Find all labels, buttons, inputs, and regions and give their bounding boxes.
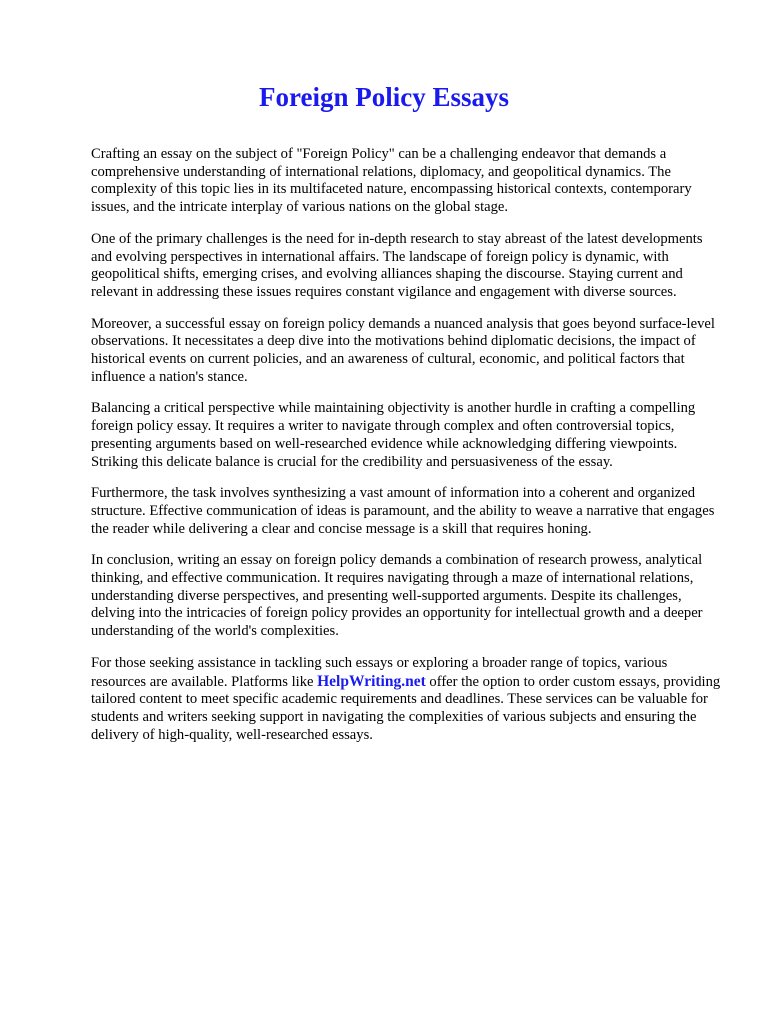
paragraph-analysis: Moreover, a successful essay on foreign policy demands a nuanced analysis that goes beyond surface-level observations. It necessitates a deep dive into the motivations behind diplomatic decisions, the impact of historical events on current policies, and an awareness of cultural, economic, and political factors that influence a nation's stance.	[91, 315, 715, 385]
resources-text-after-link: offer the option to order custom essays, providing tailored content to meet specific academic requirements and deadlines. These services can be valuable for students and writers seeking support in navigating the complexities of various subjects and ensuring the delivery of high-quality, well-researched essays.	[91, 673, 721, 743]
document-body	[91, 146, 721, 758]
paragraph-resources	[91, 655, 721, 745]
paragraph-research: One of the primary challenges is the need for in-depth research to stay abreast of the latest developments and evolving perspectives in international affairs. The landscape of foreign policy is dynamic, with geopolitical shifts, emerging crises, and evolving alliances shaping the discourse. Staying current and relevant in addressing these issues requires constant vigilance and engagement with diverse sources.	[91, 230, 703, 300]
document-title: Foreign Policy Essays	[258, 82, 509, 112]
paragraph-objectivity: Balancing a critical perspective while maintaining objectivity is another hurdle in crafting a compelling foreign policy essay. It requires a writer to navigate through complex and often controversial topics, presenting arguments based on well-researched evidence while acknowledging differing viewpoints. Striking this delicate balance is crucial for the credibility and persuasiveness of the essay.	[91, 400, 696, 470]
paragraph-intro: Crafting an essay on the subject of "Foreign Policy" can be a challenging endeavor that demands a comprehensive understanding of international relations, diplomacy, and geopolitical dynamics. The complexity of this topic lies in its multifaceted nature, encompassing historical contexts, contemporary issues, and the intricate interplay of various nations on the global stage.	[91, 146, 692, 216]
paragraph-conclusion: In conclusion, writing an essay on foreign policy demands a combination of research prowess, analytical thinking, and effective communication. It requires navigating through a maze of international relations, understanding diverse perspectives, and presenting well-supported arguments. Despite its challenges, delving into the intricacies of foreign policy provides an opportunity for intellectual growth and a deeper understanding of the world's complexities.	[91, 552, 703, 640]
paragraph-structure: Furthermore, the task involves synthesizing a vast amount of information into a coherent and organized structure. Effective communication of ideas is paramount, and the ability to weave a narrative that engages the reader while delivering a clear and concise message is a skill that requires honing.	[91, 485, 715, 537]
helpwriting-link[interactable]: HelpWriting.net	[317, 672, 426, 690]
resources-text-before-link: For those seeking assistance in tackling such essays or exploring a broader range of topics, various resources are available. Platforms like	[91, 654, 668, 690]
